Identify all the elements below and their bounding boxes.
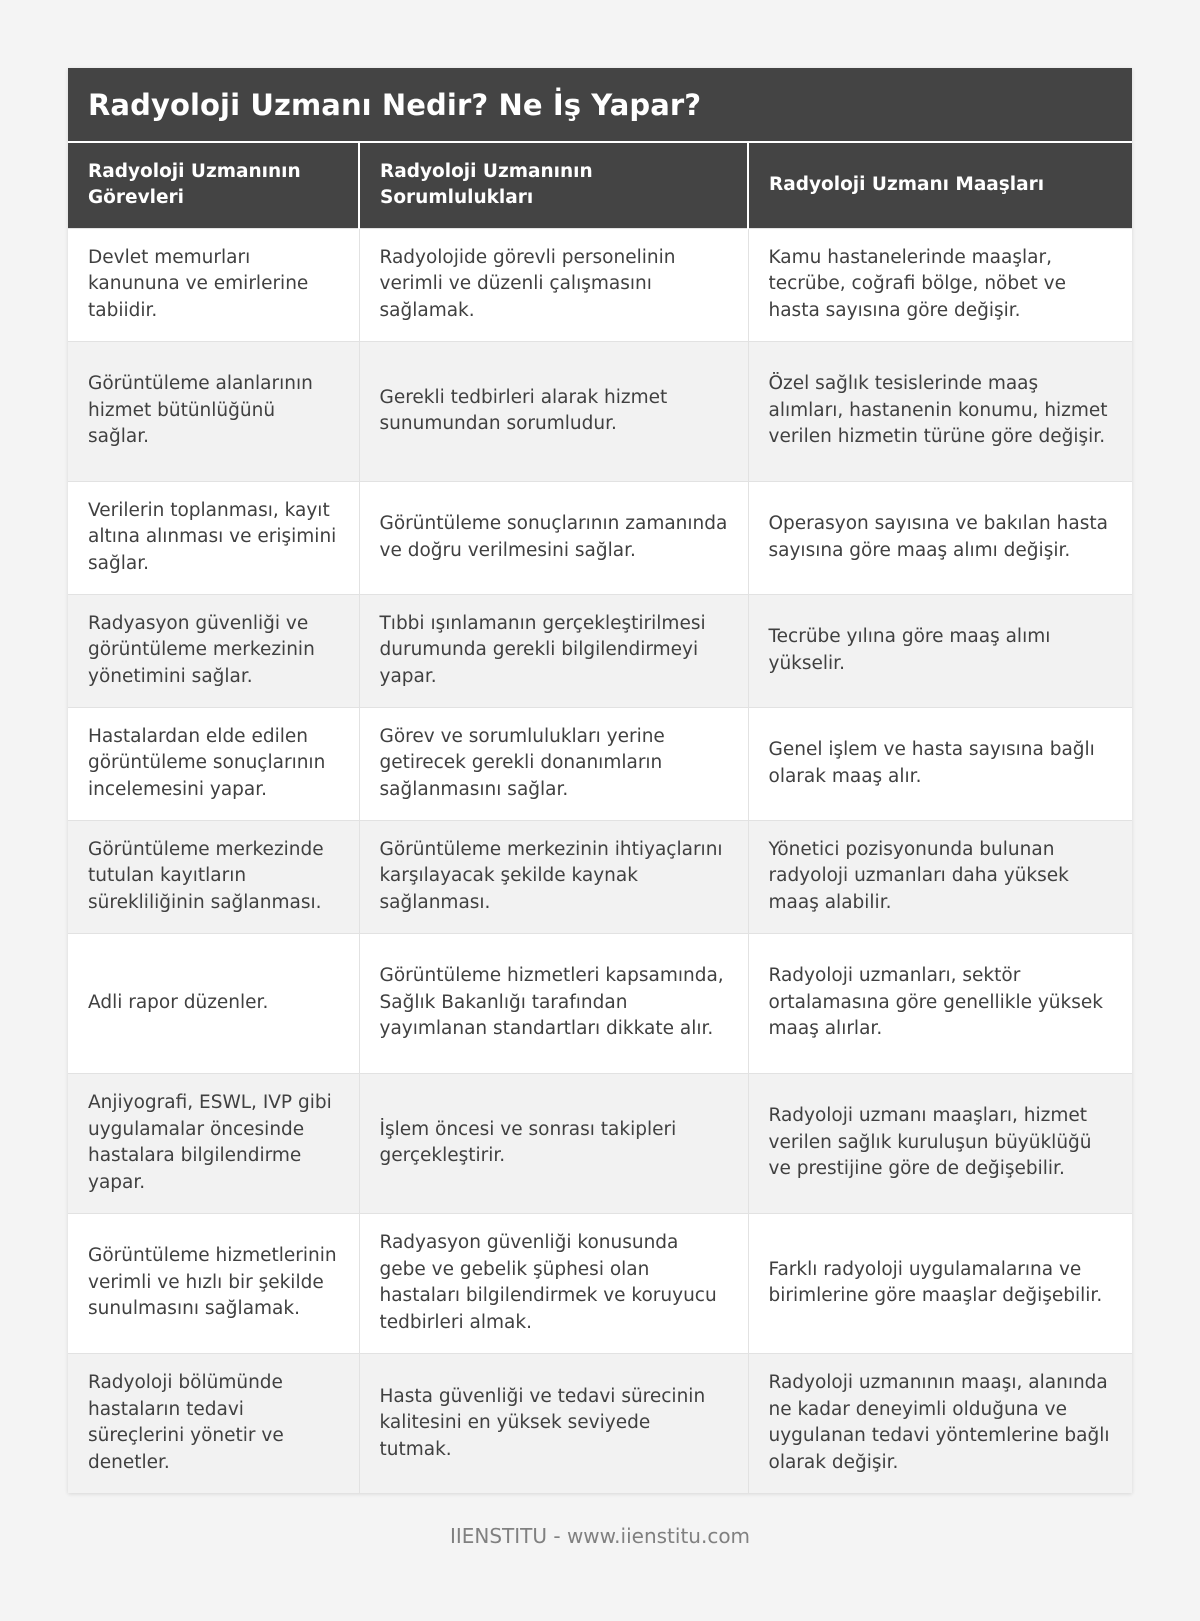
table-cell-duty: Devlet memurları kanununa ve emirlerine tabiidir. <box>68 228 359 341</box>
table-cell-salary: Yönetici pozisyonunda bulunan radyoloji uzmanları daha yüksek maaş alabilir. <box>748 820 1132 933</box>
page-title: Radyoloji Uzmanı Nedir? Ne İş Yapar? <box>88 87 702 122</box>
table-row <box>68 341 1132 481</box>
table-row <box>68 1353 1132 1493</box>
title-bar <box>68 68 1132 143</box>
column-header-duties: Radyoloji Uzmanının Görevleri <box>68 143 359 228</box>
table-row <box>68 228 1132 341</box>
table-cell-responsibility: İşlem öncesi ve sonrası takipleri gerçekleştirir. <box>359 1073 748 1213</box>
table-cell-duty: Anjiyografi, ESWL, IVP gibi uygulamalar öncesinde hastalara bilgilendirme yapar. <box>68 1073 359 1213</box>
content-card <box>68 68 1132 1493</box>
column-header-salaries: Radyoloji Uzmanı Maaşları <box>748 143 1132 228</box>
table-cell-responsibility: Görüntüleme sonuçlarının zamanında ve doğru verilmesini sağlar. <box>359 481 748 594</box>
table-row <box>68 933 1132 1073</box>
table-cell-salary: Farklı radyoloji uygulamalarına ve birimlerine göre maaşlar değişebilir. <box>748 1213 1132 1353</box>
table-cell-salary: Radyoloji uzmanı maaşları, hizmet verilen sağlık kuruluşun büyüklüğü ve prestijine göre de değişebilir. <box>748 1073 1132 1213</box>
table-cell-salary: Radyoloji uzmanının maaşı, alanında ne kadar deneyimli olduğuna ve uygulanan tedavi yöntemlerine bağlı olarak değişir. <box>748 1353 1132 1493</box>
table-row <box>68 820 1132 933</box>
table-row <box>68 707 1132 820</box>
table-cell-salary: Tecrübe yılına göre maaş alımı yükselir. <box>748 594 1132 707</box>
info-table <box>68 143 1132 1493</box>
table-cell-duty: Hastalardan elde edilen görüntüleme sonuçlarının incelemesini yapar. <box>68 707 359 820</box>
table-cell-duty: Görüntüleme merkezinde tutulan kayıtların sürekliliğinin sağlanması. <box>68 820 359 933</box>
footer-credit: IIENSTITU - www.iienstitu.com <box>449 1524 751 1548</box>
column-header-responsibilities: Radyoloji Uzmanının Sorumlulukları <box>359 143 748 228</box>
table-cell-responsibility: Radyolojide görevli personelinin verimli ve düzenli çalışmasını sağlamak. <box>359 228 748 341</box>
table-cell-duty: Görüntüleme alanlarının hizmet bütünlüğünü sağlar. <box>68 341 359 481</box>
table-cell-salary: Genel işlem ve hasta sayısına bağlı olarak maaş alır. <box>748 707 1132 820</box>
table-cell-duty: Görüntüleme hizmetlerinin verimli ve hızlı bir şekilde sunulmasını sağlamak. <box>68 1213 359 1353</box>
table-cell-salary: Operasyon sayısına ve bakılan hasta sayısına göre maaş alımı değişir. <box>748 481 1132 594</box>
table-cell-salary: Radyoloji uzmanları, sektör ortalamasına göre genellikle yüksek maaş alırlar. <box>748 933 1132 1073</box>
table-row <box>68 481 1132 594</box>
table-cell-responsibility: Radyasyon güvenliği konusunda gebe ve gebelik şüphesi olan hastaları bilgilendirmek ve koruyucu tedbirleri almak. <box>359 1213 748 1353</box>
table-cell-responsibility: Görüntüleme merkezinin ihtiyaçlarını karşılayacak şekilde kaynak sağlanması. <box>359 820 748 933</box>
table-cell-responsibility: Gerekli tedbirleri alarak hizmet sunumundan sorumludur. <box>359 341 748 481</box>
table-cell-responsibility: Görev ve sorumlulukları yerine getirecek gerekli donanımların sağlanmasını sağlar. <box>359 707 748 820</box>
table-header-row <box>68 143 1132 228</box>
table-cell-duty: Verilerin toplanması, kayıt altına alınması ve erişimini sağlar. <box>68 481 359 594</box>
table-cell-salary: Kamu hastanelerinde maaşlar, tecrübe, coğrafi bölge, nöbet ve hasta sayısına göre değişir. <box>748 228 1132 341</box>
table-cell-responsibility: Görüntüleme hizmetleri kapsamında, Sağlık Bakanlığı tarafından yayımlanan standartları dikkate alır. <box>359 933 748 1073</box>
table-row <box>68 1213 1132 1353</box>
table-cell-duty: Radyasyon güvenliği ve görüntüleme merkezinin yönetimini sağlar. <box>68 594 359 707</box>
table-cell-responsibility: Hasta güvenliği ve tedavi sürecinin kalitesini en yüksek seviyede tutmak. <box>359 1353 748 1493</box>
table-cell-responsibility: Tıbbi ışınlamanın gerçekleştirilmesi durumunda gerekli bilgilendirmeyi yapar. <box>359 594 748 707</box>
table-cell-salary: Özel sağlık tesislerinde maaş alımları, hastanenin konumu, hizmet verilen hizmetin türüne göre değişir. <box>748 341 1132 481</box>
table-cell-duty: Adli rapor düzenler. <box>68 933 359 1073</box>
table-row <box>68 594 1132 707</box>
table-row <box>68 1073 1132 1213</box>
table-cell-duty: Radyoloji bölümünde hastaların tedavi süreçlerini yönetir ve denetler. <box>68 1353 359 1493</box>
